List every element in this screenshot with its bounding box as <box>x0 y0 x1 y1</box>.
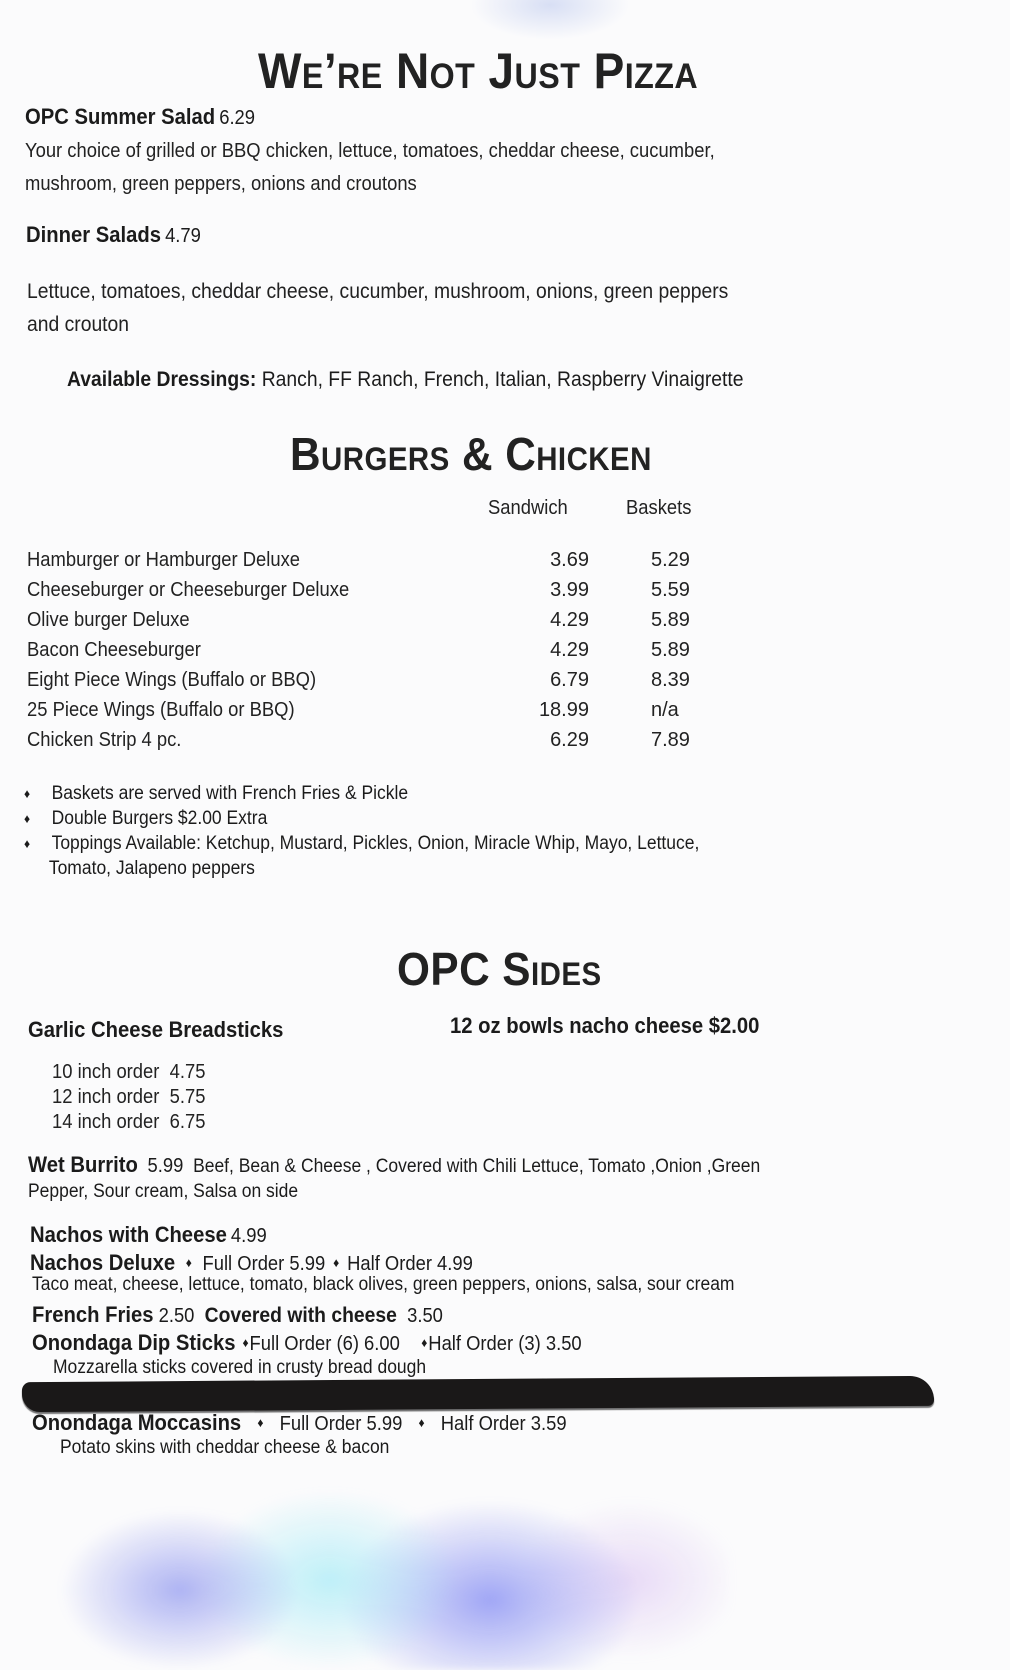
dressings-line <box>67 368 744 392</box>
row-baskets-price: 5.89 <box>651 609 690 631</box>
note-item-continued: Tomato, Jalapeno peppers <box>48 858 255 879</box>
menu-item-dinner-salads <box>26 222 201 248</box>
breadsticks-size-12: 12 inch order 5.75 <box>52 1086 206 1108</box>
diamond-bullet-icon: ♦ <box>24 811 31 826</box>
item-description: Pepper, Sour cream, Salsa on side <box>28 1181 299 1202</box>
row-name: Olive burger Deluxe <box>27 609 190 631</box>
redaction-marker-stroke <box>22 1376 934 1412</box>
menu-item-dip-sticks <box>32 1330 582 1356</box>
nacho-cheese-bowl: 12 oz bowls nacho cheese $2.00 <box>450 1013 760 1038</box>
row-baskets-price: n/a <box>651 699 679 721</box>
row-baskets-price: 5.29 <box>651 549 690 571</box>
item-description: Taco meat, cheese, lettuce, tomato, black olives, green peppers, onions, salsa, sour cream <box>32 1274 735 1295</box>
row-name: Cheeseburger or Cheeseburger Deluxe <box>27 579 350 601</box>
half-order-price: Half Order 3.59 <box>440 1413 567 1435</box>
full-order-price: Full Order 5.99 <box>279 1413 403 1435</box>
half-order-price: Half Order 4.99 <box>347 1253 473 1275</box>
item-name: French Fries <box>32 1302 154 1327</box>
menu-item-french-fries <box>32 1302 443 1328</box>
item-price: 5.99 <box>147 1155 184 1177</box>
diamond-bullet-icon: ♦ <box>24 786 31 801</box>
item-description: Beef, Bean & Cheese , Covered with Chili Lettuce, Tomato ,Onion ,Green <box>193 1156 761 1177</box>
burger-notes-list <box>24 781 699 881</box>
menu-item-nachos-cheese <box>30 1222 267 1248</box>
menu-item-moccasins <box>32 1410 567 1436</box>
item-description: and crouton <box>27 313 130 336</box>
note-item: ♦ Toppings Available: Ketchup, Mustard, Pickles, Onion, Miracle Whip, Mayo, Lettuce, <box>24 833 700 854</box>
dressings-options: Ranch, FF Ranch, French, Italian, Raspberry Vinaigrette <box>261 368 744 391</box>
full-order-price: Full Order (6) 6.00 <box>249 1333 400 1355</box>
row-name: Hamburger or Hamburger Deluxe <box>27 549 301 571</box>
half-order-price: Half Order (3) 3.50 <box>428 1333 582 1355</box>
row-name: Chicken Strip 4 pc. <box>27 729 182 751</box>
item-description: mushroom, green peppers, onions and croutons <box>25 173 417 195</box>
row-sandwich-price: 3.99 <box>550 579 589 601</box>
row-baskets-price: 7.89 <box>651 729 690 751</box>
row-sandwich-price: 4.29 <box>550 639 589 661</box>
item-name: Onondaga Dip Sticks <box>32 1330 236 1355</box>
row-name: Bacon Cheeseburger <box>27 639 201 661</box>
item-name: OPC Summer Salad <box>25 104 216 129</box>
menu-item-wet-burrito <box>28 1152 760 1178</box>
row-baskets-price: 5.59 <box>651 579 690 601</box>
item-price: 4.99 <box>230 1225 267 1247</box>
diamond-bullet-icon: ♦ <box>421 1335 428 1350</box>
diamond-bullet-icon: ♦ <box>185 1255 192 1270</box>
column-header-baskets: Baskets <box>626 497 692 519</box>
diamond-bullet-icon: ♦ <box>242 1335 249 1350</box>
note-item: ♦ Double Burgers $2.00 Extra <box>24 808 268 829</box>
item-name: Onondaga Moccasins <box>32 1410 242 1435</box>
breadsticks-name: Garlic Cheese Breadsticks <box>28 1017 284 1042</box>
note-item: ♦ Baskets are served with French Fries & Pickle <box>24 783 409 804</box>
item-description: Potato skins with cheddar cheese & bacon <box>60 1437 390 1458</box>
item-price: 4.79 <box>165 225 201 247</box>
row-name: 25 Piece Wings (Buffalo or BBQ) <box>27 699 295 721</box>
row-sandwich-price: 4.29 <box>550 609 589 631</box>
menu-item-summer-salad <box>25 104 255 130</box>
item-description: Lettuce, tomatoes, cheddar cheese, cucumber, mushroom, onions, green peppers <box>27 280 729 303</box>
column-header-sandwich: Sandwich <box>488 497 568 519</box>
item-name: Nachos with Cheese <box>30 1222 227 1247</box>
section-title-burgers-chicken: Burgers & Chicken <box>290 428 652 480</box>
item-description: Your choice of grilled or BBQ chicken, lettuce, tomatoes, cheddar cheese, cucumber, <box>25 140 715 162</box>
scan-color-smudge <box>30 1470 730 1670</box>
diamond-bullet-icon: ♦ <box>24 836 31 851</box>
item-description: Mozzarella sticks covered in crusty bread dough <box>53 1357 427 1378</box>
row-baskets-price: 5.89 <box>651 639 690 661</box>
section-title-not-just-pizza: We’re Not Just Pizza <box>258 43 699 99</box>
row-sandwich-price: 18.99 <box>538 699 589 721</box>
breadsticks-size-10: 10 inch order 4.75 <box>52 1061 206 1083</box>
cheese-option-price: 3.50 <box>407 1305 443 1327</box>
row-baskets-price: 8.39 <box>651 669 690 691</box>
item-name: Nachos Deluxe <box>30 1250 176 1275</box>
cheese-option-label: Covered with cheese <box>204 1304 397 1327</box>
row-sandwich-price: 6.79 <box>550 669 589 691</box>
full-order-price: Full Order 5.99 <box>202 1253 326 1275</box>
row-sandwich-price: 3.69 <box>550 549 589 571</box>
row-sandwich-price: 6.29 <box>550 729 589 751</box>
item-price: 2.50 <box>158 1305 195 1327</box>
section-title-opc-sides: OPC Sides <box>397 943 602 995</box>
scan-smudge <box>470 0 630 40</box>
item-name: Dinner Salads <box>26 222 161 247</box>
diamond-bullet-icon: ♦ <box>418 1415 425 1430</box>
item-price: 6.29 <box>219 107 256 129</box>
row-name: Eight Piece Wings (Buffalo or BBQ) <box>27 669 317 691</box>
breadsticks-size-14: 14 inch order 6.75 <box>52 1111 206 1133</box>
dressings-label: Available Dressings: <box>67 368 257 391</box>
item-name: Wet Burrito <box>28 1152 138 1177</box>
diamond-bullet-icon: ♦ <box>257 1415 264 1430</box>
menu-item-nachos-deluxe <box>30 1250 473 1276</box>
diamond-bullet-icon: ♦ <box>333 1255 340 1270</box>
